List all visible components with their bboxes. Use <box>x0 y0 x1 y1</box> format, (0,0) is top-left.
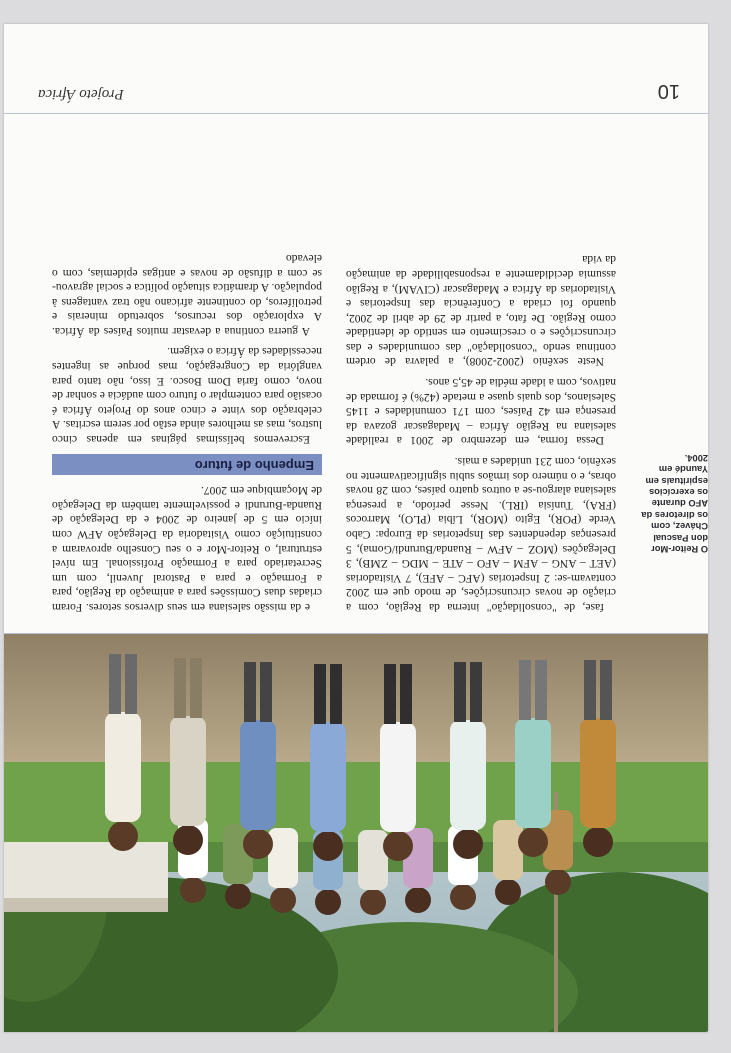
section-heading: Empenho de futuro <box>52 454 322 475</box>
photo-caption: O Reitor-Mor don Pascual Chávez, com os diretores da AFO durante os exercícios espirituais em Yaundé em 2004. <box>641 452 708 554</box>
paragraph: A guerra continua a devastar muitos Países da África. A exploração dos recursos, sobretudo minerais e petrolíferos, do continente africano não traz vantagens à população. A dramática situação política e social agravou-se com a difusão de novas e antigas epidemias, com o elevado <box>52 251 322 338</box>
group-photo-illustration <box>4 634 708 1032</box>
paragraph: e da missão salesiana em seus diversos setores. Foram criadas duas Comissões para a animação da Região, para a Formação e para a Pastoral Juvenil, com um Secretariado para a Formação Profissional. Em nível estrutural, o Reitor-Mor e o seu Conselho aprovaram a constituição como Visitadoria da Delegação AFW com início em 5 de janeiro de 2004 e da Delegação de Ruanda-Burundi e possivelmente também da Delegação de Moçambique em 2007. <box>52 484 322 614</box>
paragraph: Neste sexênio (2002-2008), a palavra de ordem continua sendo "consolidação" das comunidades e das circunscrições e o crescimento em sentido de identidade como Região. De fato, a partir de 29 de abril de 2002, quando foi criada a Conferência das Inspetorias e Visitadorias da África e Madagascar (CIVAM), a Região assumia decididamente a responsabilidade da animação da vida <box>346 253 616 369</box>
paragraph: fase, de "consolidação" interna da Região, com a criação de novas circunscrições, de modo que em 2002 contavam-se: 2 Inspetorias (AFC – AFE), 7 Visitadorias (AET – ANG – AFM – AFO – ATE – MDG – ZMB), 3 Delegações (MOZ – AFW – Ruanda/Burundi/Goma), 5 presenças dependentes das Inspetorias da Europa: Cabo Verde (POR), Egito (MOR), Líbia (PLO), Marrocos (FRA), Tunísia (IRL). Nesse período, a presença salesiana alargou-se a outros quatro países, com 28 novas obras, e o número dos irmãos subiu significativamente no sexênio, com 231 unidades a mais. <box>346 455 616 614</box>
running-header: Projeto África <box>38 86 124 102</box>
book-page <box>4 24 708 1032</box>
text-column-right <box>52 244 322 614</box>
frame-line-top <box>4 633 708 634</box>
text-column-left <box>346 246 616 614</box>
paragraph: Dessa forma, em dezembro de 2001 a realidade salesiana na Região África – Madagascar gozava da presença em 42 Países, com 171 comunidades e 1145 Salesianos, dos quais quase a metade (42%) é formada de nativos, com a idade média de 45,5 anos. <box>346 376 616 448</box>
paragraph: Escrevemos belíssimas páginas em apenas cinco lustros, mas as melhores ainda estão por serem escritas. A celebração dos vinte e cinco anos do Projeto África é ocasião para contemplar o futuro com audácia e sonhar de novo, como faria Dom Bosco. E isso, não tanto para vanglória da Congregação, mas porque as ingentes necessidades da África o exigem. <box>52 345 322 447</box>
group-photo <box>4 634 708 1032</box>
page-number: 10 <box>657 80 680 102</box>
frame-line-bottom <box>4 113 708 114</box>
